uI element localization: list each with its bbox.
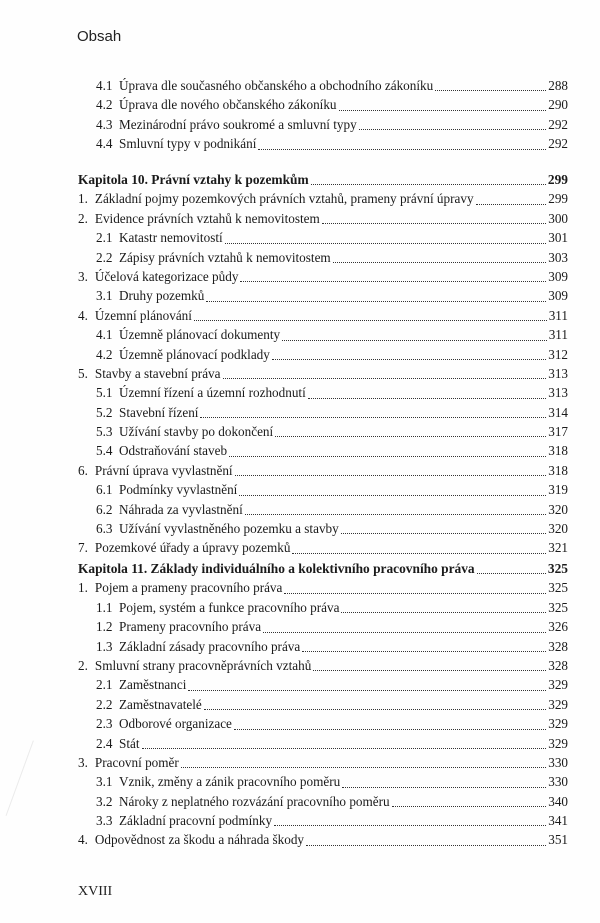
toc-entry [78, 134, 568, 153]
toc-entry-number: 1. [78, 191, 88, 207]
toc-entry-page: 330 [548, 754, 568, 770]
toc-entry-number: 1. [78, 580, 88, 596]
toc-entry-title: Odpovědnost za škodu a náhrada škody [94, 832, 305, 848]
toc-entry-page: 329 [548, 735, 568, 751]
toc-entry-title: Smluvní typy v podnikání [119, 136, 257, 152]
toc-entry-title: Evidence právních vztahů k nemovitostem [94, 210, 320, 226]
dot-leader [225, 243, 547, 244]
toc-entry-title: Územně plánovací dokumenty [119, 327, 281, 343]
dot-leader [206, 301, 546, 302]
toc-entry [78, 519, 568, 538]
toc-entry [78, 734, 568, 753]
dot-leader [282, 340, 547, 341]
toc-entry [78, 772, 568, 791]
toc-entry-title: Kapitola 10. Právní vztahy k pozemkům [78, 172, 309, 187]
toc-entry [78, 403, 568, 422]
toc-entry-page: 319 [548, 482, 568, 498]
toc-entry-number: 2.4 [96, 735, 113, 751]
toc-entry-number: 4.4 [96, 136, 113, 152]
toc-entry-title: Vznik, změny a zánik pracovního poměru [119, 774, 341, 790]
toc-entry-page: 330 [548, 774, 568, 790]
toc-entry [78, 695, 568, 714]
toc-entry-page: 329 [548, 716, 568, 732]
toc-entry-number: 1.3 [96, 638, 113, 654]
toc-entry-title: Stát [119, 735, 140, 751]
toc-entry-page: 317 [548, 424, 568, 440]
toc-entry-number: 5.2 [96, 404, 113, 420]
dot-leader [341, 612, 546, 613]
toc-entry [78, 598, 568, 617]
toc-entry-page: 329 [548, 696, 568, 712]
toc-entry-page: 299 [548, 191, 568, 207]
toc-entry-page: 318 [548, 443, 568, 459]
toc-entry-number: 4. [78, 307, 88, 323]
dot-leader [263, 632, 546, 633]
dot-leader [234, 729, 546, 730]
dot-leader [274, 825, 546, 826]
toc-entry-title: Pracovní poměr [94, 754, 179, 770]
toc-entry-page: 313 [548, 365, 568, 381]
toc-entry [78, 422, 568, 441]
toc-entry [78, 792, 568, 811]
toc-entry-title: Smluvní strany pracovněprávních vztahů [94, 657, 312, 673]
toc-entry-number: 3. [78, 754, 88, 770]
toc-entry-page: 325 [547, 561, 568, 576]
toc-entry [78, 228, 568, 247]
page-number: XVIII [78, 884, 113, 899]
toc-entry-title: Územní řízení a územní rozhodnutí [119, 385, 306, 401]
dot-leader [204, 709, 546, 710]
toc-entry-title: Druhy pozemků [119, 288, 205, 304]
dot-leader [339, 110, 547, 111]
toc-entry-number: 1.1 [96, 599, 113, 615]
toc-entry-page: 288 [548, 78, 568, 93]
dot-leader [181, 767, 546, 768]
toc-entry-title: Stavby a stavební práva [94, 365, 221, 381]
toc-entry-number: 6.2 [96, 501, 113, 517]
toc-entry-title: Územně plánovací podklady [119, 346, 270, 362]
dot-leader [342, 787, 546, 788]
toc-entry-title: Kapitola 11. Základy individuálního a kolektivního pracovního práva [78, 561, 475, 576]
toc-entry-number: 2.2 [96, 696, 113, 712]
toc-entry-number: 2. [78, 210, 88, 226]
toc-entry-title: Katastr nemovitostí [119, 230, 223, 246]
toc-entry-title: Mezinárodní právo soukromé a smluvní typy [119, 116, 357, 132]
dot-leader [229, 456, 546, 457]
toc-entry-page: 313 [548, 385, 568, 401]
toc-entry-title: Pojem, systém a funkce pracovního práva [119, 599, 340, 615]
toc-entry-title: Zápisy právních vztahů k nemovitostem [119, 249, 331, 265]
dot-leader [476, 204, 547, 205]
toc-entry-title: Právní úprava vyvlastnění [94, 462, 233, 478]
toc-entry [78, 95, 568, 114]
toc-entry-number: 5.4 [96, 443, 113, 459]
toc-entry-title: Podmínky vyvlastnění [119, 482, 238, 498]
toc-entry [78, 325, 568, 344]
toc-entry-number: 4.1 [96, 327, 113, 343]
dot-leader [223, 378, 547, 379]
toc-entry-title: Užívání vyvlastněného pozemku a stavby [119, 521, 339, 537]
toc-entry-page: 292 [548, 136, 568, 152]
toc-entry-title: Zaměstnavatelé [119, 696, 202, 712]
toc-entry [78, 383, 568, 402]
toc-chapter-heading [78, 559, 568, 578]
toc-entry [78, 830, 568, 849]
toc-entry-title: Užívání stavby po dokončení [119, 424, 274, 440]
dot-leader [284, 593, 546, 594]
toc-entry [78, 441, 568, 460]
toc-entry-number: 6.3 [96, 521, 113, 537]
toc-entry-page: 320 [548, 501, 568, 517]
toc-entry-title: Pojem a prameny pracovního práva [94, 580, 283, 596]
toc-entry-number: 6.1 [96, 482, 113, 498]
dot-leader [392, 806, 547, 807]
toc-entry [78, 306, 568, 325]
toc-entry-page: 301 [548, 230, 568, 246]
toc-entry-page: 320 [548, 521, 568, 537]
toc-entry [78, 115, 568, 134]
dot-leader [333, 262, 547, 263]
toc-entry-number: 3.3 [96, 813, 113, 829]
toc-entry-number: 1.2 [96, 619, 113, 635]
toc-entry [78, 364, 568, 383]
toc-entry-number: 2.3 [96, 716, 113, 732]
dot-leader [435, 90, 546, 91]
dot-leader [313, 670, 546, 671]
toc-entry-page: 321 [548, 540, 568, 556]
toc-entry-page: 292 [548, 116, 568, 132]
toc-entry-number: 6. [78, 462, 88, 478]
toc-entry-title: Účelová kategorizace půdy [94, 268, 239, 284]
dot-leader [188, 690, 546, 691]
toc-entry-title: Územní plánování [94, 307, 192, 323]
toc-entry [78, 538, 568, 557]
toc-chapter-10 [78, 170, 568, 558]
toc-entry-page: 329 [548, 677, 568, 693]
toc-entry-page: 290 [548, 97, 568, 113]
toc-entry-title: Náhrada za vyvlastnění [119, 501, 243, 517]
toc-entry-page: 328 [548, 638, 568, 654]
toc-entry-page: 318 [548, 462, 568, 478]
toc-entry [78, 267, 568, 286]
toc-entry-title: Úprava dle nového občanského zákoníku [119, 97, 337, 113]
dot-leader [142, 748, 547, 749]
dot-leader [275, 436, 546, 437]
dot-leader [245, 514, 546, 515]
dot-leader [359, 129, 547, 130]
toc-entry [78, 753, 568, 772]
toc-chapter-11 [78, 559, 568, 850]
toc-entry [78, 714, 568, 733]
scan-artifact [6, 740, 72, 829]
toc-entry-title: Stavební řízení [119, 404, 199, 420]
toc-entry-page: 341 [548, 813, 568, 829]
dot-leader [306, 845, 546, 846]
toc-entry-title: Prameny pracovního práva [119, 619, 262, 635]
toc-entry-number: 3.1 [96, 774, 113, 790]
toc-entry [78, 637, 568, 656]
dot-leader [235, 475, 547, 476]
toc-entry [78, 500, 568, 519]
dot-leader [272, 359, 546, 360]
dot-leader [240, 281, 546, 282]
toc-entry-number: 4.2 [96, 346, 113, 362]
toc-entry-number: 4.2 [96, 97, 113, 113]
toc-entry-title: Základní pojmy pozemkových právních vztahů, prameny právní úpravy [94, 191, 474, 207]
toc-section-continuation [78, 76, 568, 154]
toc-entry [78, 189, 568, 208]
toc-entry-title: Nároky z neplatného rozvázání pracovního poměru [119, 793, 390, 809]
toc-entry-number: 3.1 [96, 288, 113, 304]
toc-entry-number: 4.3 [96, 116, 113, 132]
toc-entry-number: 2. [78, 657, 88, 673]
dot-leader [322, 223, 546, 224]
toc-entry [78, 286, 568, 305]
toc-entry-page: 303 [548, 249, 568, 265]
toc-entry-page: 340 [548, 793, 568, 809]
toc-entry-page: 312 [548, 346, 568, 362]
toc-entry-title: Základní pracovní podmínky [119, 813, 273, 829]
toc-entry [78, 76, 568, 95]
dot-leader [341, 533, 546, 534]
dot-leader [200, 417, 546, 418]
toc-entry [78, 345, 568, 364]
toc-entry-number: 4.1 [96, 78, 113, 93]
toc-entry [78, 617, 568, 636]
toc-entry [78, 461, 568, 480]
running-header: Obsah [77, 28, 122, 45]
toc-entry-number: 3. [78, 268, 88, 284]
toc-entry-title: Úprava dle současného občanského a obchodního zákoníku [119, 78, 434, 93]
toc-entry-page: 311 [548, 327, 568, 343]
toc-entry-number: 5. [78, 365, 88, 381]
toc-entry-page: 325 [548, 599, 568, 615]
toc-entry-page: 299 [547, 172, 568, 187]
toc-entry-page: 351 [548, 832, 568, 848]
toc-entry-page: 325 [548, 580, 568, 596]
toc-entry-title: Zaměstnanci [119, 677, 187, 693]
toc-entry-number: 2.1 [96, 230, 113, 246]
toc-entry-title: Pozemkové úřady a úpravy pozemků [94, 540, 291, 556]
toc-entry-number: 5.3 [96, 424, 113, 440]
toc-entry-page: 314 [548, 404, 568, 420]
toc-entry-number: 7. [78, 540, 88, 556]
dot-leader [302, 651, 546, 652]
dot-leader [292, 553, 546, 554]
dot-leader [477, 573, 546, 574]
toc-entry-number: 5.1 [96, 385, 113, 401]
toc-entry-page: 311 [548, 307, 568, 323]
toc-entry-title: Odstraňování staveb [119, 443, 228, 459]
toc-entry [78, 248, 568, 267]
toc-entry-number: 3.2 [96, 793, 113, 809]
toc-entry-number: 2.1 [96, 677, 113, 693]
toc-entry-number: 2.2 [96, 249, 113, 265]
toc-chapter-heading [78, 170, 568, 189]
toc-entry [78, 656, 568, 675]
toc-entry [78, 811, 568, 830]
toc-entry [78, 480, 568, 499]
toc-entry-page: 326 [548, 619, 568, 635]
dot-leader [258, 149, 546, 150]
toc-entry-title: Základní zásady pracovního práva [119, 638, 301, 654]
dot-leader [311, 184, 546, 185]
toc-entry [78, 209, 568, 228]
toc-entry [78, 675, 568, 694]
toc-entry-title: Odborové organizace [119, 716, 232, 732]
dot-leader [308, 398, 546, 399]
dot-leader [194, 320, 547, 321]
dot-leader [239, 495, 546, 496]
toc-entry [78, 578, 568, 597]
toc-entry-number: 4. [78, 832, 88, 848]
toc-entry-page: 328 [548, 657, 568, 673]
toc-entry-page: 309 [548, 268, 568, 284]
toc-entry-page: 309 [548, 288, 568, 304]
toc-entry-page: 300 [548, 210, 568, 226]
